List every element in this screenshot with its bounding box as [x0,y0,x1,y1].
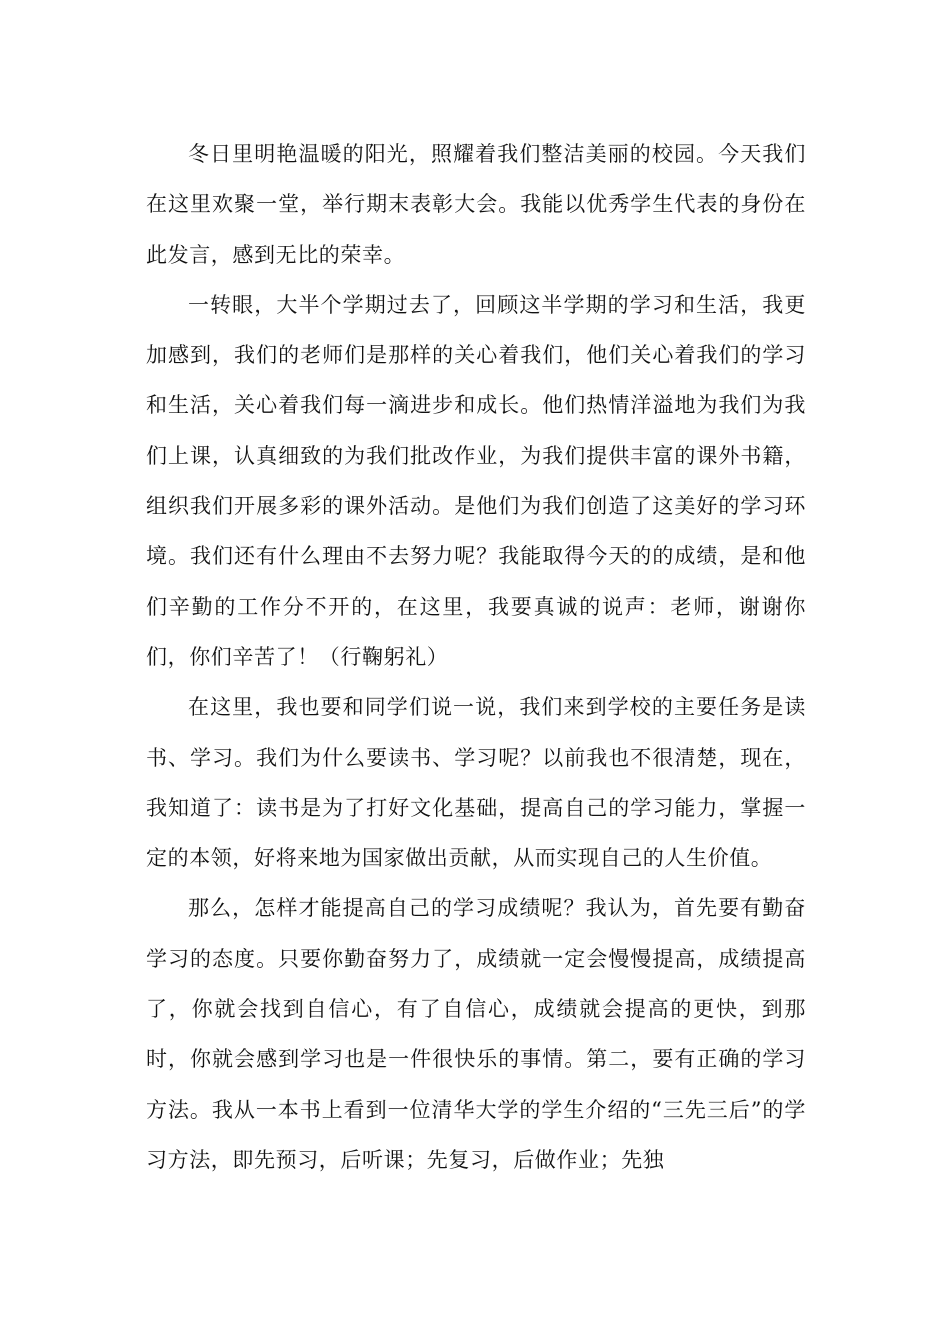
paragraph-4: 那么，怎样才能提高自己的学习成绩呢？我认为，首先要有勤奋学习的态度。只要你勤奋努力了，成绩就一定会慢慢提高，成绩提高了，你就会找到自信心，有了自信心，成绩就会提高的更快，到那时，你就会感到学习也是一件很快乐的事情。第二，要有正确的学习方法。我从一本书上看到一位清华大学的学生介绍的“三先三后”的学习方法，即先预习，后听课；先复习，后做作业；先独 [146,896,806,1172]
paragraph-3: 在这里，我也要和同学们说一说，我们来到学校的主要任务是读书、学习。我们为什么要读书、学习呢？以前我也不很清楚，现在，我知道了：读书是为了打好文化基础，提高自己的学习能力，掌握一定的本领，好将来地为国家做出贡献，从而实现自己的人生价值。 [146,695,806,871]
paragraph-1: 冬日里明艳温暖的阳光，照耀着我们整洁美丽的校园。今天我们在这里欢聚一堂，举行期末表彰大会。我能以优秀学生代表的身份在此发言，感到无比的荣幸。 [146,142,806,267]
document-body [146,129,806,1185]
paragraph-2: 一转眼，大半个学期过去了，回顾这半学期的学习和生活，我更加感到，我们的老师们是那样的关心着我们，他们关心着我们的学习和生活，关心着我们每一滴进步和成长。他们热情洋溢地为我们为我们上课，认真细致的为我们批改作业，为我们提供丰富的课外书籍，组织我们开展多彩的课外活动。是他们为我们创造了这美好的学习环境。我们还有什么理由不去努力呢？我能取得今天的的成绩，是和他们辛勤的工作分不开的，在这里，我要真诚的说声：老师，谢谢你们，你们辛苦了！（行鞠躬礼） [146,292,806,669]
